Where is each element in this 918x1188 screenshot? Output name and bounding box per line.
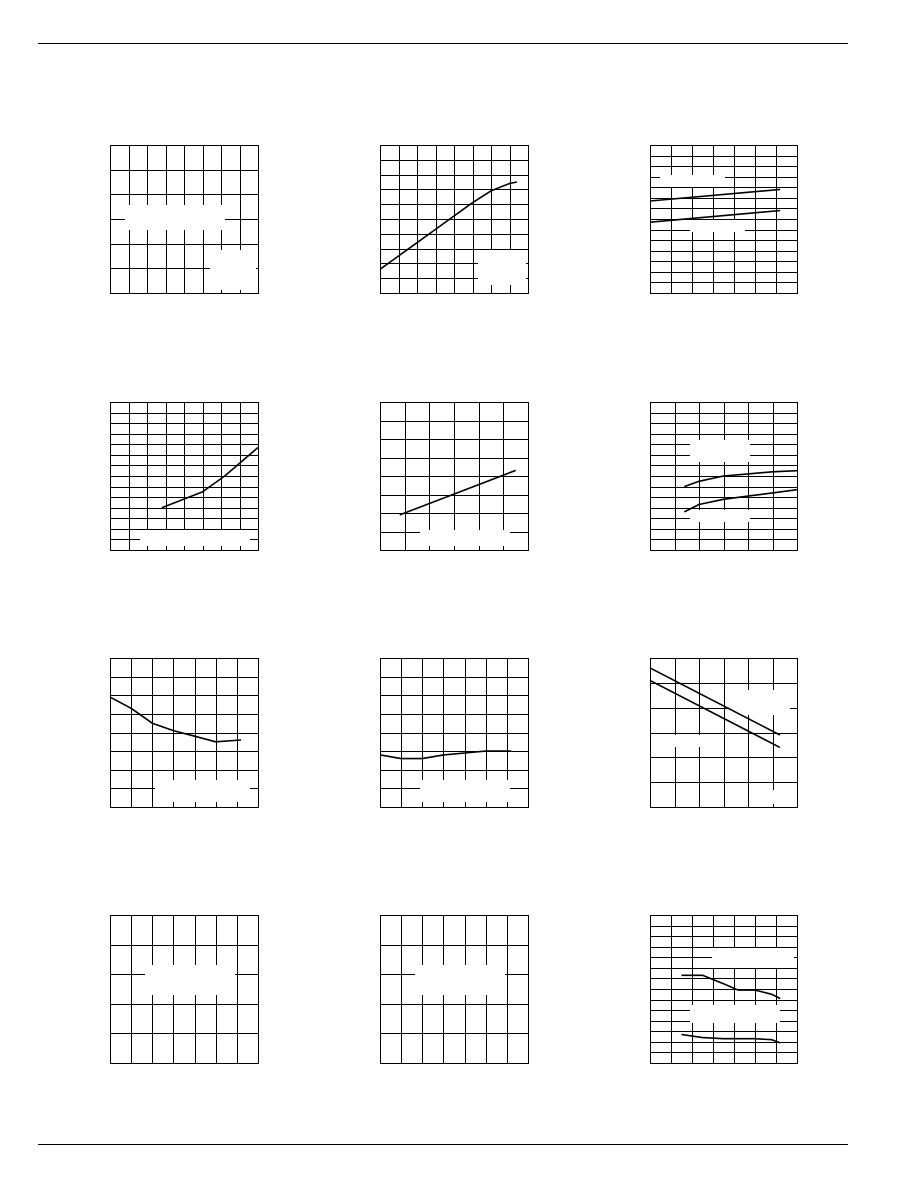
series-line-1 (400, 470, 516, 515)
label-area (155, 780, 250, 802)
chart-11 (380, 915, 529, 1064)
chart-grid (380, 402, 528, 550)
series-line-1 (650, 189, 780, 201)
label-area (415, 965, 505, 995)
label-area (210, 250, 256, 290)
label-area (730, 690, 790, 715)
chart-12 (650, 915, 798, 1064)
label-area (690, 1005, 780, 1023)
chart-2 (380, 145, 529, 294)
series-line-1 (162, 448, 258, 508)
chart-grid (110, 402, 258, 550)
label-area (690, 440, 750, 462)
label-area (690, 510, 750, 522)
label-area (712, 948, 794, 968)
chart-6 (650, 402, 798, 551)
label-area (690, 220, 745, 232)
chart-5 (380, 402, 529, 551)
label-area (655, 735, 715, 747)
series-line-1 (684, 471, 797, 487)
label-area (125, 205, 225, 230)
chart-8 (380, 658, 529, 808)
series-line-1 (380, 751, 511, 759)
chart-7 (110, 658, 259, 808)
label-area (478, 250, 526, 285)
chart-10 (110, 915, 259, 1064)
chart-3 (650, 145, 798, 294)
chart-4 (110, 402, 259, 551)
label-area (420, 530, 510, 546)
chart-grid (650, 145, 797, 293)
chart-1 (110, 145, 259, 294)
label-area (660, 175, 725, 187)
label-area (420, 780, 510, 802)
series-line-1 (110, 697, 241, 742)
series-line-2 (682, 1035, 781, 1043)
label-area (750, 790, 790, 804)
label-area (145, 965, 235, 995)
label-area (140, 530, 250, 546)
chart-9 (650, 658, 798, 808)
